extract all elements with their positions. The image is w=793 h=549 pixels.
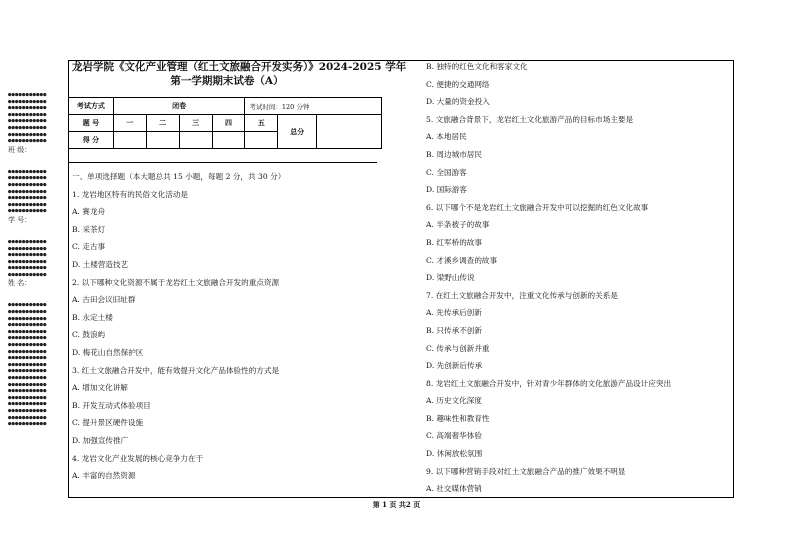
- question-stem: 2. 以下哪种文化资源不属于龙岩红土文旅融合开发的重点资源: [72, 277, 280, 287]
- question-stem: 5. 文旅融合背景下，龙岩红土文化旅游产品的目标市场主要是: [426, 114, 634, 124]
- question-number-row: [69, 115, 382, 132]
- score-cell-1[interactable]: [113, 132, 146, 149]
- option: D. 土楼营造技艺: [72, 259, 129, 269]
- binding-dot-row: ●●●●●●●●●●●: [8, 105, 47, 112]
- question-stem: 7. 在红土文旅融合开发中，注重文化传承与创新的关系是: [426, 290, 618, 300]
- binding-margin: [8, 92, 60, 428]
- option: A. 历史文化深度: [426, 396, 482, 406]
- exam-info-row: [69, 98, 382, 115]
- name-field-label: 姓 名：: [8, 279, 32, 288]
- binding-dot-row: ●●●●●●●●●●●: [8, 401, 47, 408]
- question-no-4: 四: [212, 115, 245, 132]
- binding-dot-row: ●●●●●●●●●●●: [8, 348, 47, 355]
- binding-dot-row: ●●●●●●●●●●●: [8, 195, 47, 202]
- binding-dot-row: ●●●●●●●●●●●: [8, 92, 47, 98]
- binding-dot-row: ●●●●●●●●●●●: [8, 131, 47, 138]
- question-no-3: 三: [179, 115, 212, 132]
- binding-dot-row: ●●●●●●●●●●●: [8, 252, 47, 259]
- option: C. 才溪乡调查的故事: [426, 255, 498, 265]
- question-stem: 9. 以下哪种营销手段对红土文旅融合产品的推广效果不明显: [426, 466, 626, 476]
- option: B. 只传承不创新: [426, 325, 482, 335]
- exam-mode-label: 考试方式: [69, 98, 114, 115]
- binding-dot-row: ●●●●●●●●●●●: [8, 302, 47, 309]
- option: C. 全国游客: [426, 167, 467, 177]
- binding-dot-row: ●●●●●●●●●●●: [8, 361, 47, 368]
- binding-dot-row: ●●●●●●●●●●●: [8, 98, 47, 105]
- total-score-cell[interactable]: [317, 115, 382, 149]
- option: C. 提升景区硬件设施: [72, 418, 144, 428]
- option: C. 传承与创新并重: [426, 343, 490, 353]
- question-no-2: 二: [146, 115, 179, 132]
- binding-dot-row: ●●●●●●●●●●●: [8, 394, 47, 401]
- option: B. 趣味性和教育性: [426, 413, 490, 423]
- question-no-5: 五: [245, 115, 278, 132]
- exam-mode-value: 闭卷: [113, 98, 245, 115]
- page-number: 第 1 页 共2 页: [372, 500, 421, 509]
- binding-dot-row: ●●●●●●●●●●●: [8, 375, 47, 381]
- score-cell-2[interactable]: [146, 132, 179, 149]
- binding-dot-row: ●●●●●●●●●●●: [8, 258, 47, 265]
- option: A. 本地居民: [426, 132, 467, 142]
- option: D. 梅花山自然保护区: [72, 347, 144, 357]
- binding-dot-row: ●●●●●●●●●●●: [8, 335, 47, 342]
- score-cell-3[interactable]: [179, 132, 212, 149]
- option: A. 增加文化讲解: [72, 383, 128, 393]
- binding-dot-row: ●●●●●●●●●●●: [8, 201, 47, 208]
- exam-title-line1: 龙岩学院《文化产业管理（红土文旅融合开发实务）》2024-2025 学年: [72, 61, 407, 73]
- binding-dot-row: ●●●●●●●●●●●: [8, 407, 47, 414]
- option: D. 国际游客: [426, 185, 468, 195]
- option: D. 先创新后传承: [426, 361, 483, 371]
- section-heading: 一、单项选择题（本大题总共 15 小题，每题 2 分，共 30 分）: [72, 172, 286, 181]
- option: A. 社交媒体营销: [426, 484, 482, 494]
- option: A. 半条被子的故事: [426, 220, 490, 230]
- binding-dot-row: ●●●●●●●●●●●: [8, 271, 47, 278]
- binding-dot-row: ●●●●●●●●●●●: [8, 175, 47, 182]
- option: D. 加强宣传推广: [72, 435, 129, 445]
- binding-dot-row: ●●●●●●●●●●●: [8, 111, 47, 118]
- exam-time: 考试时间：120 分钟: [245, 98, 382, 115]
- binding-dot-row: ●●●●●●●●●●●: [8, 138, 47, 145]
- exam-title: [72, 61, 407, 88]
- binding-dot-row: ●●●●●●●●●●●: [8, 355, 47, 362]
- option: B. 红军桥的故事: [426, 237, 482, 247]
- option: A. 赛龙舟: [72, 207, 106, 217]
- option: A. 古田会议旧址群: [72, 295, 136, 305]
- option: B. 永定土楼: [72, 312, 113, 322]
- binding-dot-row: ●●●●●●●●●●●: [8, 208, 47, 215]
- question-no-label: 题 号: [69, 115, 114, 132]
- binding-dot-row: ●●●●●●●●●●●: [8, 368, 47, 375]
- binding-dot-row: ●●●●●●●●●●●: [8, 381, 47, 388]
- question-stem: 3. 红土文旅融合开发中，能有效提升文化产品体验性的方式是: [72, 365, 280, 375]
- option: D. 休闲放松氛围: [426, 449, 483, 459]
- question-no-1: 一: [113, 115, 146, 132]
- binding-dot-row: ●●●●●●●●●●●: [8, 245, 47, 252]
- binding-dot-row: ●●●●●●●●●●●: [8, 238, 47, 245]
- option: D. 大量的资金投入: [426, 97, 490, 107]
- binding-dot-row: ●●●●●●●●●●●: [8, 315, 47, 322]
- class-field-label: 班 级：: [8, 145, 32, 154]
- option: D. 梁野山传说: [426, 273, 475, 283]
- option: B. 采茶灯: [72, 224, 106, 234]
- binding-dot-row: ●●●●●●●●●●●: [8, 388, 47, 395]
- binding-dot-row: ●●●●●●●●●●●: [8, 124, 47, 131]
- binding-dot-row: ●●●●●●●●●●●: [8, 342, 47, 349]
- option: A. 丰富的自然资源: [72, 471, 136, 481]
- question-stem: 8. 龙岩红土文旅融合开发中，针对青少年群体的文化旅游产品设计应突出: [426, 378, 672, 388]
- option: B. 独特的红色文化和客家文化: [426, 62, 528, 71]
- right-column: [426, 58, 671, 498]
- binding-dot-row: ●●●●●●●●●●●: [8, 309, 47, 316]
- option: C. 高端奢华体验: [426, 431, 482, 441]
- score-table: [68, 97, 382, 149]
- binding-dot-row: ●●●●●●●●●●●: [8, 322, 47, 329]
- option: C. 鼓浪屿: [72, 330, 106, 340]
- option: B. 周边城市居民: [426, 149, 482, 159]
- binding-dot-row: ●●●●●●●●●●●: [8, 168, 47, 175]
- header-divider: [68, 162, 377, 163]
- student-id-field-label: 学 号：: [8, 215, 32, 224]
- score-cell-4[interactable]: [212, 132, 245, 149]
- question-stem: 1. 龙岩地区特有的民俗文化活动是: [72, 189, 188, 199]
- question-stem: 4. 龙岩文化产业发展的核心竞争力在于: [72, 453, 204, 463]
- option: C. 走古事: [72, 242, 106, 252]
- score-cell-5[interactable]: [245, 132, 278, 149]
- binding-dot-row: ●●●●●●●●●●●: [8, 118, 47, 125]
- exam-title-line2: 第一学期期末试卷（A）: [170, 75, 284, 87]
- binding-dot-row: ●●●●●●●●●●●: [8, 265, 47, 272]
- option: A. 先传承后创新: [426, 308, 482, 318]
- binding-dot-row: ●●●●●●●●●●●: [8, 328, 47, 335]
- binding-dot-row: ●●●●●●●●●●●: [8, 414, 47, 421]
- question-stem: 6. 以下哪个不是龙岩红土文旅融合开发中可以挖掘的红色文化故事: [426, 202, 649, 212]
- binding-dot-row: ●●●●●●●●●●●: [8, 421, 47, 428]
- binding-dot-row: ●●●●●●●●●●●: [8, 188, 47, 195]
- score-label: 得 分: [69, 132, 114, 149]
- total-label: 总分: [278, 115, 317, 149]
- option: C. 便捷的交通网络: [426, 79, 490, 89]
- left-column: [72, 168, 285, 485]
- binding-dot-row: ●●●●●●●●●●●: [8, 181, 47, 188]
- option: B. 开发互动式体验项目: [72, 400, 151, 410]
